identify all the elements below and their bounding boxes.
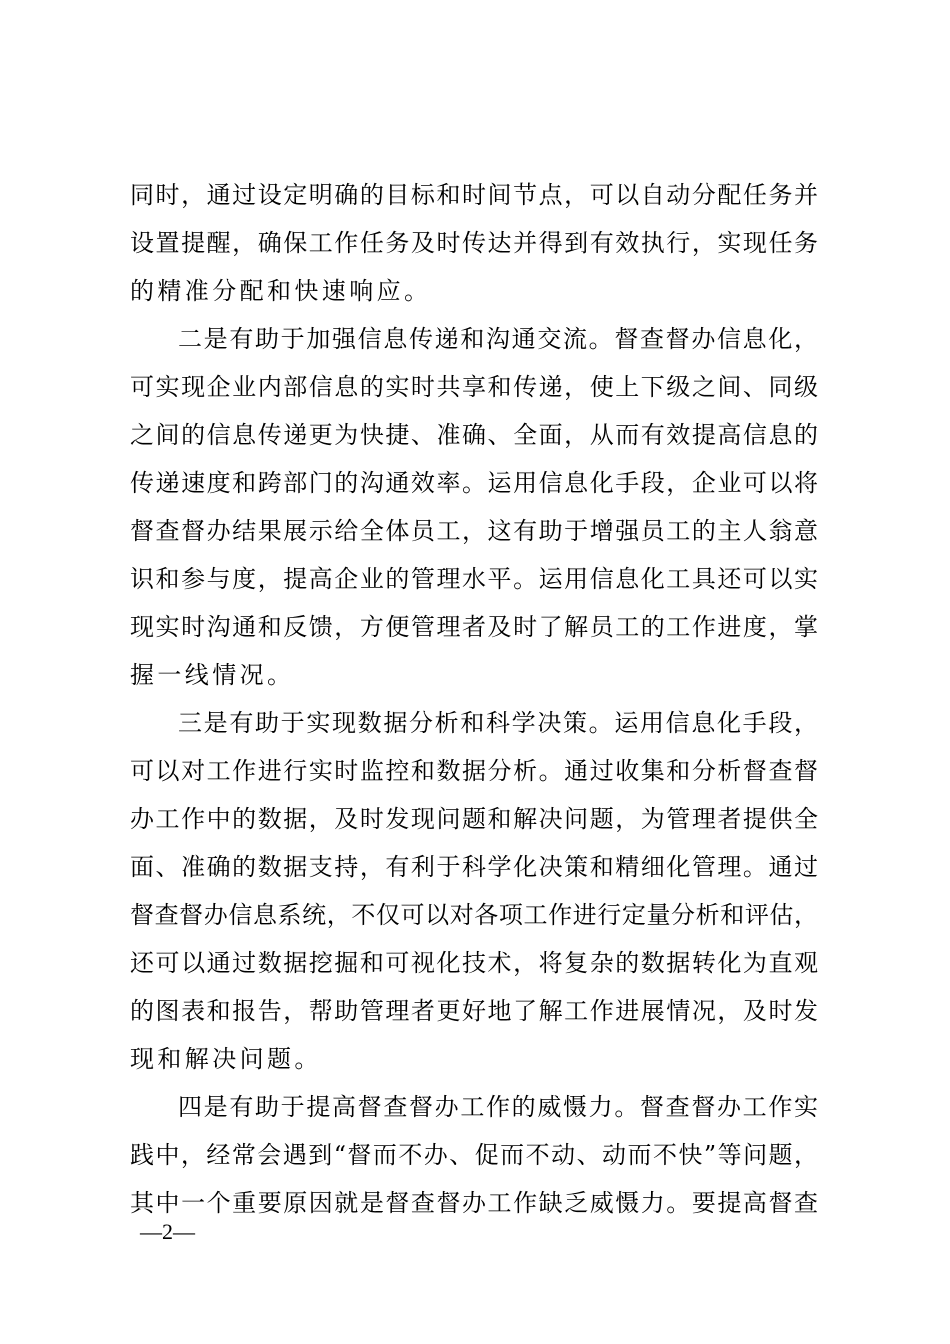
text-line: 现实时沟通和反馈，方便管理者及时了解员工的工作进度，掌	[130, 613, 818, 641]
text-line: 可以对工作进行实时监控和数据分析。通过收集和分析督查督	[130, 757, 818, 785]
text-line: 现和解决问题。	[130, 1045, 322, 1073]
text-line: 可实现企业内部信息的实时共享和传递，使上下级之间、同级	[130, 373, 818, 401]
text-line: 还可以通过数据挖掘和可视化技术，将复杂的数据转化为直观	[130, 949, 818, 977]
text-line: 的图表和报告，帮助管理者更好地了解工作进展情况，及时发	[130, 997, 818, 1025]
text-line: 之间的信息传递更为快捷、准确、全面，从而有效提高信息的	[130, 421, 818, 449]
text-line: 设置提醒，确保工作任务及时传达并得到有效执行，实现任务	[130, 229, 818, 257]
text-line: 督查督办信息系统，不仅可以对各项工作进行定量分析和评估，	[130, 901, 818, 929]
text-line: 同时，通过设定明确的目标和时间节点，可以自动分配任务并	[130, 181, 818, 209]
text-line: 握一线情况。	[130, 661, 295, 689]
text-line: 践中，经常会遇到“督而不办、促而不动、动而不快”等问题，	[130, 1141, 818, 1169]
text-line: 识和参与度，提高企业的管理水平。运用信息化工具还可以实	[130, 565, 818, 593]
text-line: 二是有助于加强信息传递和沟通交流。督查督办信息化，	[178, 325, 818, 353]
text-line: 四是有助于提高督查督办工作的威慑力。督查督办工作实	[178, 1093, 818, 1121]
text-line: 其中一个重要原因就是督查督办工作缺乏威慑力。要提高督查	[130, 1189, 818, 1217]
page-number: —2—	[140, 1219, 195, 1244]
text-line: 三是有助于实现数据分析和科学决策。运用信息化手段，	[178, 709, 818, 737]
text-line: 督查督办结果展示给全体员工，这有助于增强员工的主人翁意	[130, 517, 818, 545]
text-line: 传递速度和跨部门的沟通效率。运用信息化手段，企业可以将	[130, 469, 818, 497]
text-line: 面、准确的数据支持，有利于科学化决策和精细化管理。通过	[130, 853, 818, 881]
text-line: 办工作中的数据，及时发现问题和解决问题，为管理者提供全	[130, 805, 818, 833]
text-line: 的精准分配和快速响应。	[130, 277, 432, 305]
